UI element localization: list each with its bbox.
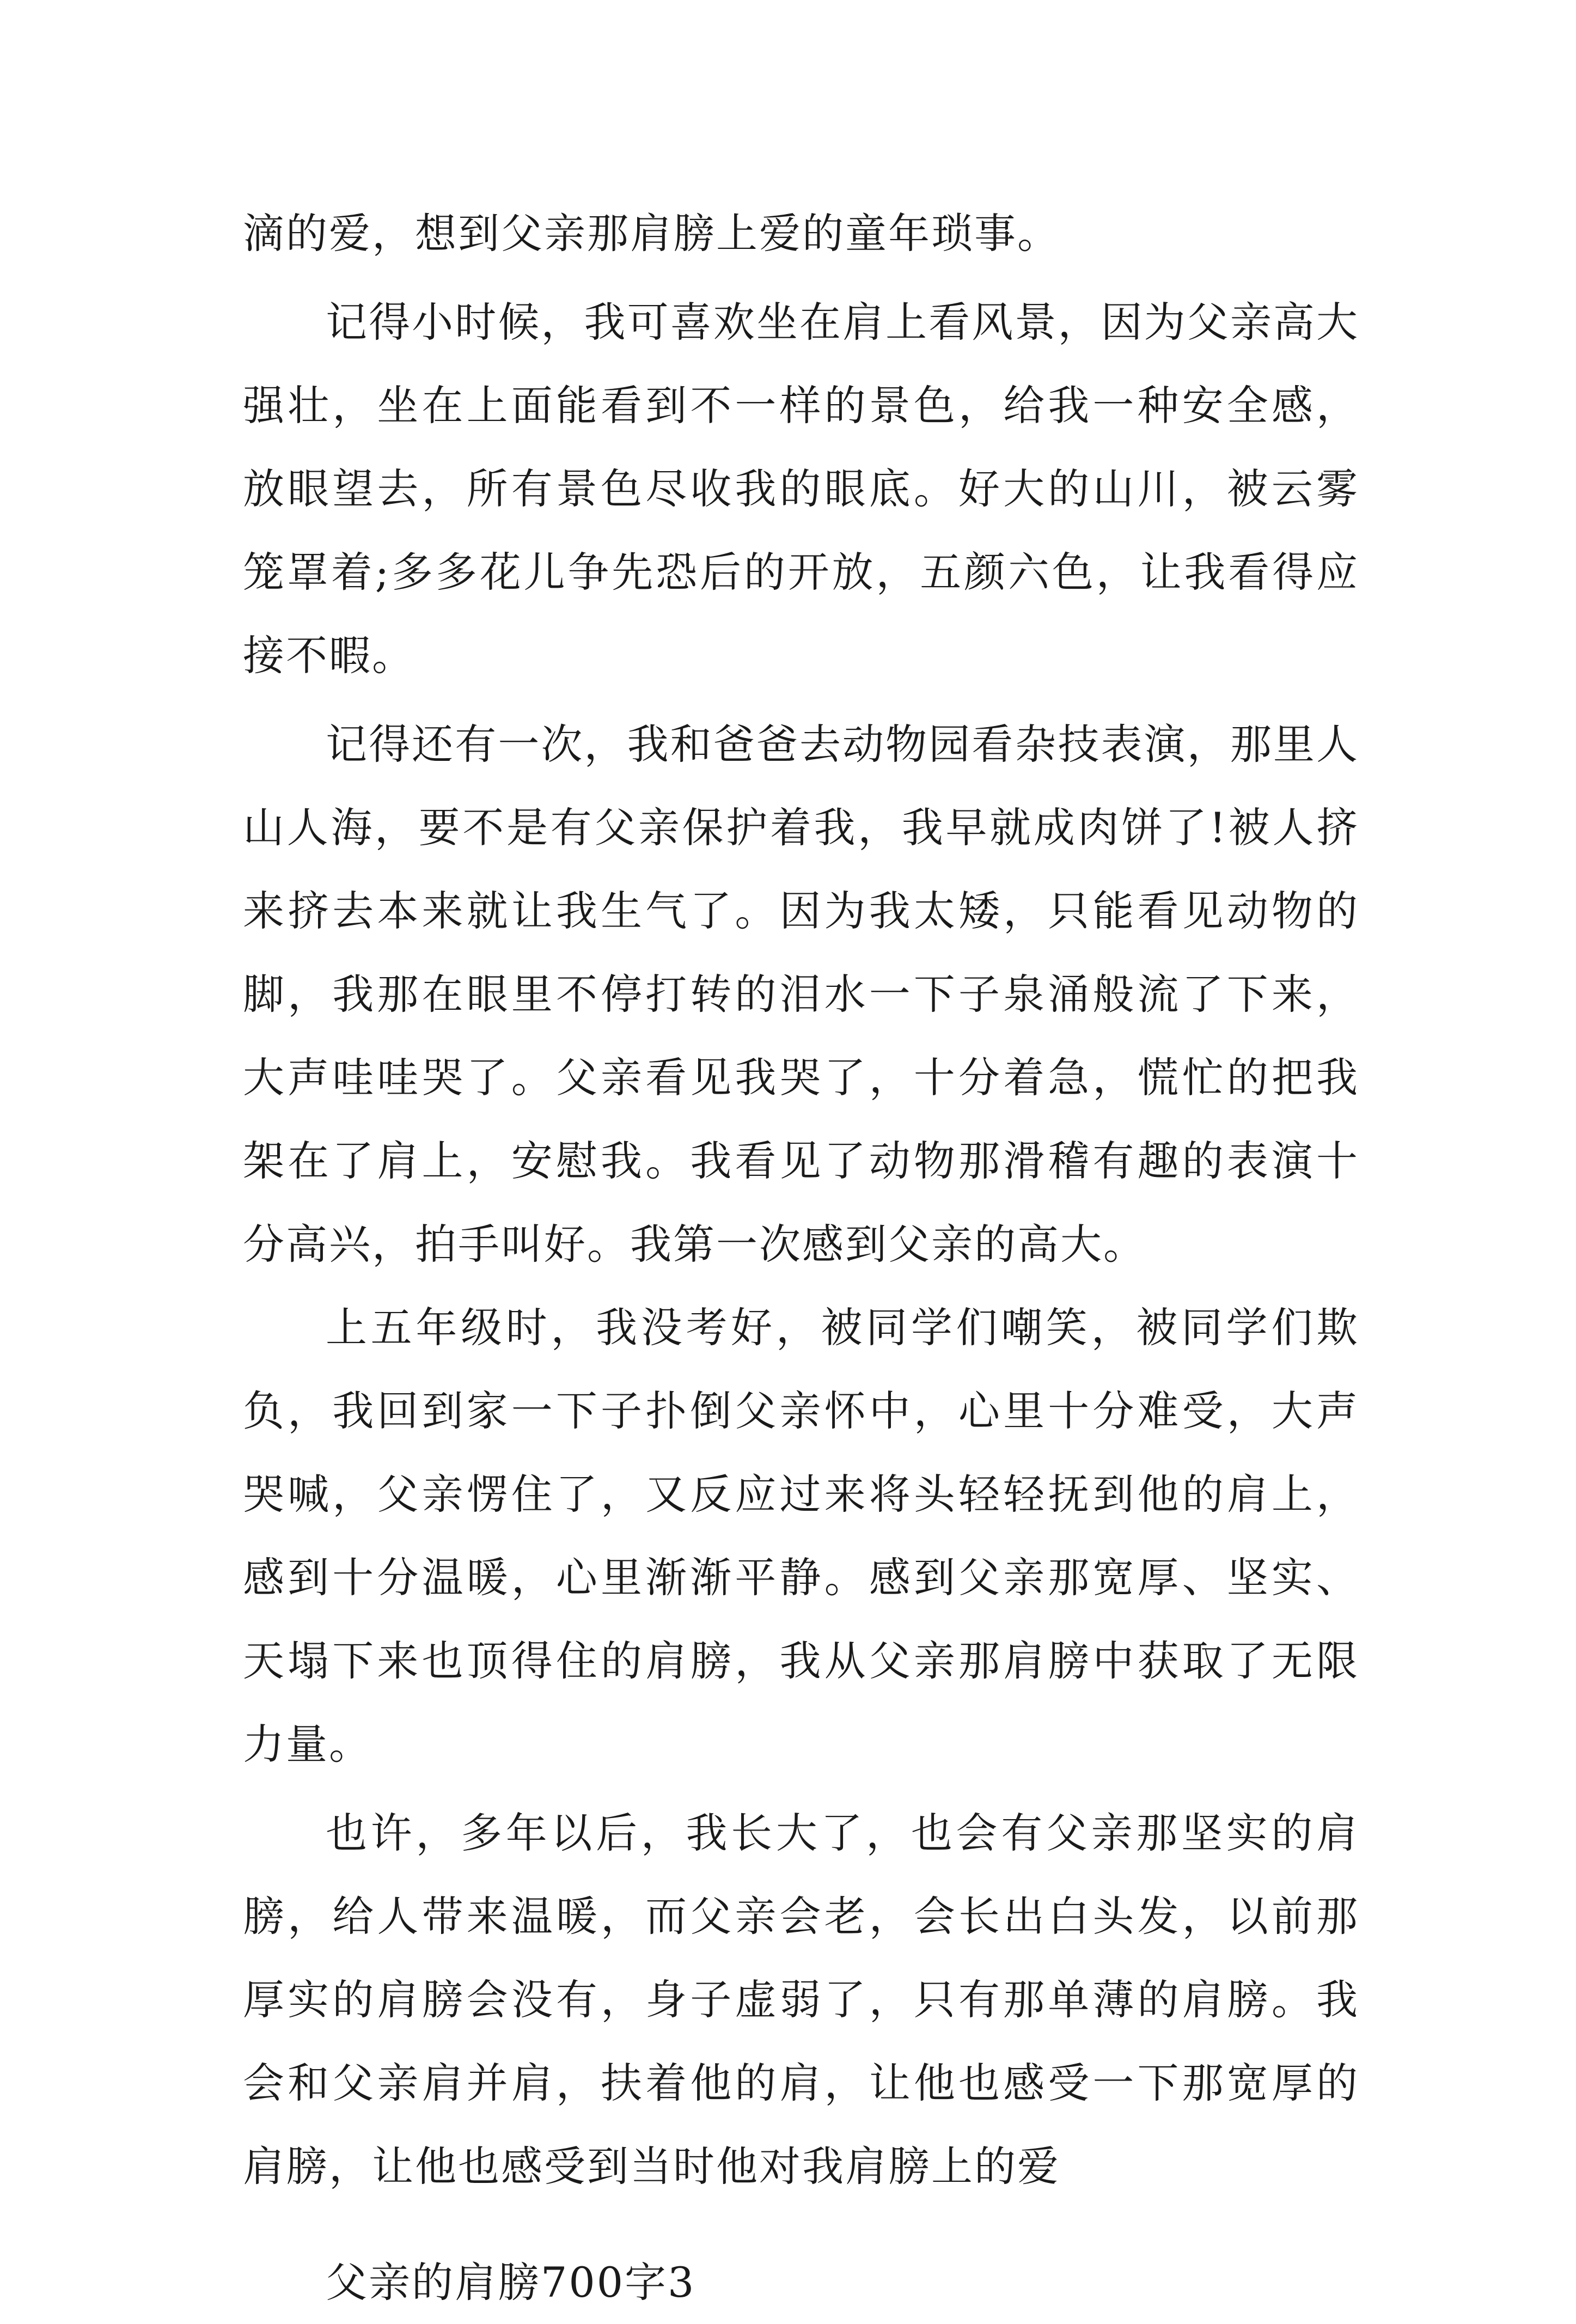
paragraph-childhood-shoulders: 记得小时候，我可喜欢坐在肩上看风景，因为父亲高大强壮，坐在上面能看到不一样的景色，给我一种安全感，放眼望去，所有景色尽收我的眼底。好大的山川，被云雾笼罩着;多多花儿争先恐后的开放，五颜六色，让我看得应接不暇。	[243, 298, 1359, 680]
paragraph-future: 也许，多年以后，我长大了，也会有父亲那坚实的肩膀，给人带来温暖，而父亲会老，会长出白头发，以前那厚实的肩膀会没有，身子虚弱了，只有那单薄的肩膀。我会和父亲肩并肩，扶着他的肩，让他也感受一下那宽厚的肩膀，让他也感受到当时他对我肩膀上的爱	[243, 1809, 1359, 2191]
paragraph-zoo-visit: 记得还有一次，我和爸爸去动物园看杂技表演，那里人山人海，要不是有父亲保护着我，我早就成肉饼了!被人挤来挤去本来就让我生气了。因为我太矮，只能看见动物的脚，我那在眼里不停打转的泪水一下子泉涌般流了下来，大声哇哇哭了。父亲看见我哭了，十分着急，慌忙的把我架在了肩上，安慰我。我看见了动物那滑稽有趣的表演十分高兴，拍手叫好。我第一次感到父亲的高大。	[243, 720, 1359, 1268]
document-body	[243, 192, 1359, 2324]
section-heading: 父亲的肩膀700字3	[326, 2258, 696, 2307]
paragraph-continued: 滴的爱，想到父亲那肩膀上爱的童年琐事。	[243, 209, 1060, 258]
paragraph-fifth-grade: 上五年级时，我没考好，被同学们嘲笑，被同学们欺负，我回到家一下子扑倒父亲怀中，心里十分难受，大声哭喊，父亲愣住了，又反应过来将头轻轻抚到他的肩上，感到十分温暖，心里渐渐平静。感到父亲那宽厚、坚实、天塌下来也顶得住的肩膀，我从父亲那肩膀中获取了无限力量。	[243, 1303, 1359, 1768]
